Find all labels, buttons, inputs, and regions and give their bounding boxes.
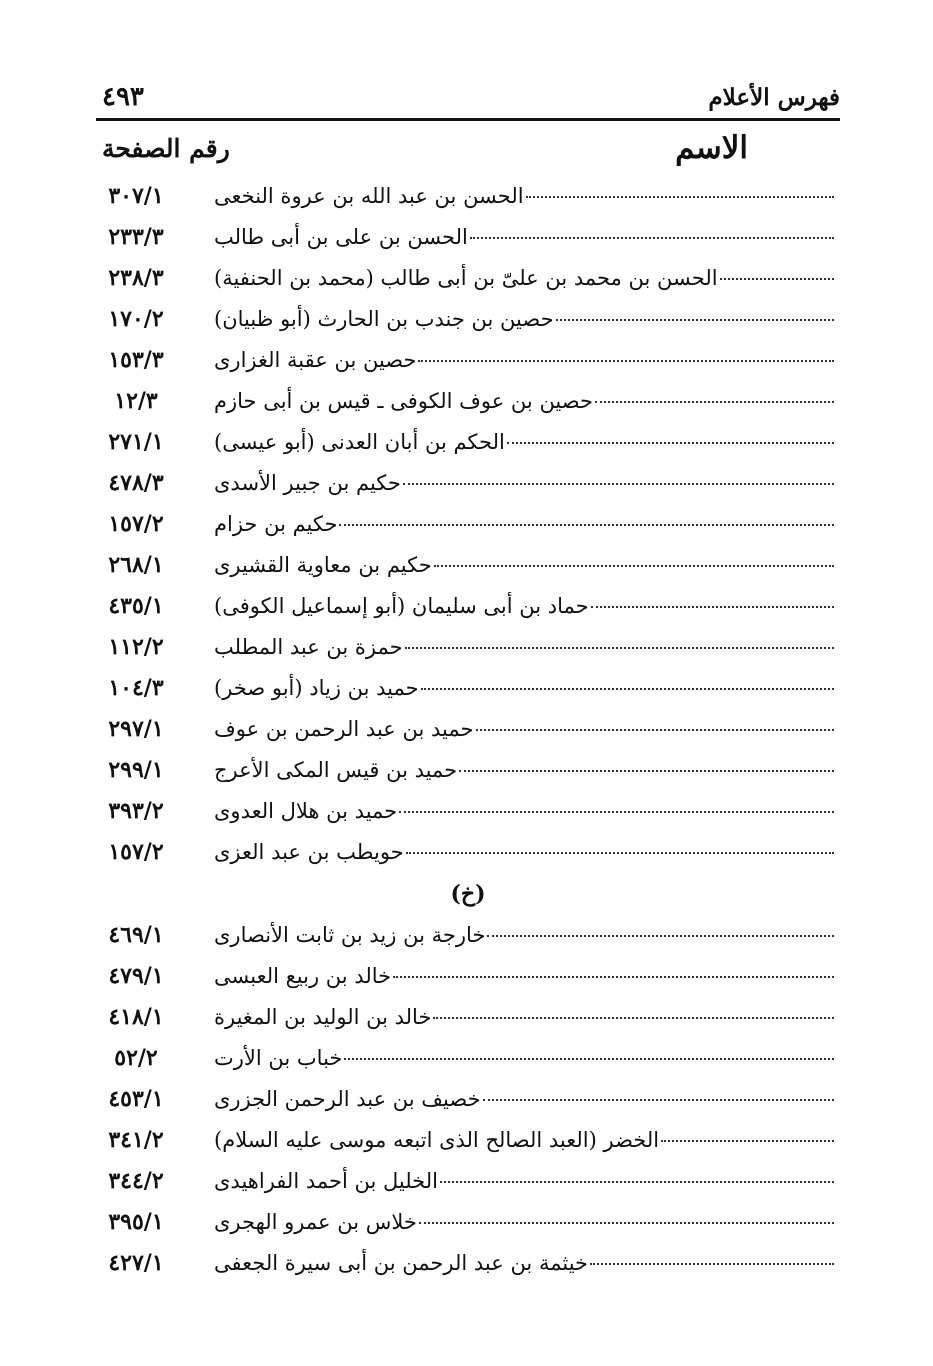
entry-page-ref: ٣٩٣/٢ [108, 798, 164, 824]
entry-page-ref: ٣٤٤/٢ [108, 1168, 164, 1194]
dot-leader [440, 1180, 834, 1183]
entry-name: خالد بن الوليد بن المغيرة [214, 1005, 432, 1029]
entry-name: حميد بن عبد الرحمن بن عوف [214, 717, 474, 741]
entry-name-wrap [214, 1087, 840, 1111]
running-title: فهرس الأعلام [708, 84, 840, 111]
entry-name-wrap [214, 348, 840, 372]
dot-leader [344, 1057, 834, 1060]
entry-name: الخليل بن أحمد الفراهيدى [214, 1169, 438, 1193]
entry-page-ref: ٢٦٨/١ [108, 552, 164, 578]
column-headers [96, 128, 840, 172]
entry-name-wrap [214, 1128, 840, 1152]
entry-name: الحسن بن عبد الله بن عروة النخعى [214, 184, 524, 208]
dot-leader [595, 400, 834, 403]
entry-name-wrap [214, 1046, 840, 1070]
entry-page-ref: ١١٢/٢ [108, 634, 164, 660]
dot-leader [339, 523, 834, 526]
entry-name-wrap [214, 184, 840, 208]
entry-name: حميد بن زياد (أبو صخر) [214, 676, 419, 700]
list-item [96, 260, 840, 301]
entry-name-wrap [214, 964, 840, 988]
entry-page-ref: ٤١٨/١ [108, 1004, 164, 1030]
dot-leader [483, 1098, 834, 1101]
entry-name-wrap [214, 512, 840, 536]
entry-name: حكيم بن معاوية القشيرى [214, 553, 432, 577]
entry-page-ref: ٥٢/٢ [114, 1045, 158, 1071]
entry-page-ref: ٤٧٩/١ [108, 963, 164, 989]
entry-name: خلاس بن عمرو الهجرى [214, 1210, 417, 1234]
dot-leader [526, 195, 834, 198]
entry-name: حصين بن عقبة الغزارى [214, 348, 417, 372]
dot-leader [591, 605, 834, 608]
entry-page-ref: ٢٣٨/٣ [108, 265, 164, 291]
section-letter: (خ) [450, 881, 486, 907]
name-column-header: الاسم [675, 130, 748, 166]
list-item [96, 629, 840, 670]
entry-name: الحكم بن أبان العدنى (أبو عيسى) [214, 430, 505, 454]
dot-leader [661, 1139, 834, 1142]
dot-leader [419, 1221, 834, 1224]
entry-name: خيثمة بن عبد الرحمن بن أبى سيرة الجعفى [214, 1251, 589, 1275]
index-list [96, 178, 840, 1286]
entry-page-ref: ١٥٧/٢ [108, 511, 164, 537]
entry-page-ref: ١٠٤/٣ [108, 675, 164, 701]
entry-name-wrap [214, 430, 840, 454]
entry-name: حميد بن قيس المكى الأعرج [214, 758, 458, 782]
page-column-header: رقم الصفحة [102, 134, 230, 163]
entry-name-wrap [214, 717, 840, 741]
entry-page-ref: ١٢/٣ [114, 388, 158, 414]
entry-name-wrap [214, 1210, 840, 1234]
list-item [96, 834, 840, 875]
entry-name: الحسن بن محمد بن علىّ بن أبى طالب (محمد بن الحنفية) [214, 266, 718, 290]
dot-leader [421, 687, 834, 690]
entry-page-ref: ١٥٧/٢ [108, 839, 164, 865]
dot-leader [487, 934, 834, 937]
entry-name: خباب بن الأرت [214, 1046, 343, 1070]
dot-leader [507, 441, 834, 444]
dot-leader [556, 318, 834, 321]
entry-name: خالد بن ربيع العبسى [214, 964, 392, 988]
entry-page-ref: ٤٢٧/١ [108, 1250, 164, 1276]
list-item [96, 588, 840, 629]
entry-page-ref: ١٧٠/٢ [108, 306, 164, 332]
entry-name: خارجة بن زيد بن ثابت الأنصارى [214, 923, 486, 947]
entry-page-ref: ٤٧٨/٣ [108, 470, 164, 496]
entry-page-ref: ٢٣٣/٣ [108, 224, 164, 250]
list-item [96, 1245, 840, 1286]
page-number: ٤٩٣ [102, 82, 144, 112]
dot-leader [590, 1262, 834, 1265]
entry-name-wrap [214, 758, 840, 782]
entry-page-ref: ٣٠٧/١ [108, 183, 164, 209]
entry-name-wrap [214, 225, 840, 249]
dot-leader [433, 1016, 834, 1019]
entry-name: الخضر (العبد الصالح الذى اتبعه موسى عليه السلام) [214, 1128, 660, 1152]
list-item [96, 383, 840, 424]
dot-leader [405, 646, 834, 649]
list-item [96, 1163, 840, 1204]
section-letter-heading [96, 875, 840, 917]
dot-leader [399, 810, 834, 813]
entry-name-wrap [214, 1005, 840, 1029]
entry-page-ref: ٣٤١/٢ [108, 1127, 164, 1153]
entry-name-wrap [214, 840, 840, 864]
dot-leader [434, 564, 834, 567]
list-item [96, 342, 840, 383]
list-item [96, 465, 840, 506]
entry-name: حكيم بن جبير الأسدى [214, 471, 401, 495]
list-item [96, 711, 840, 752]
entry-name-wrap [214, 676, 840, 700]
entry-name-wrap [214, 553, 840, 577]
entry-page-ref: ٣٩٥/١ [108, 1209, 164, 1235]
entry-name-wrap [214, 471, 840, 495]
entry-name: حويطب بن عبد العزى [214, 840, 404, 864]
list-item [96, 999, 840, 1040]
entry-name: الحسن بن على بن أبى طالب [214, 225, 468, 249]
entry-name: حكيم بن حزام [214, 512, 338, 536]
entry-name-wrap [214, 389, 840, 413]
entry-name: حصين بن عوف الكوفى ـ قيس بن أبى حازم [214, 389, 593, 413]
entry-name-wrap [214, 307, 840, 331]
entry-name: حميد بن هلال العدوى [214, 799, 398, 823]
list-item [96, 1122, 840, 1163]
entry-name-wrap [214, 1169, 840, 1193]
list-item [96, 219, 840, 260]
list-item [96, 1040, 840, 1081]
dot-leader [403, 482, 834, 485]
entry-page-ref: ٤٥٣/١ [108, 1086, 164, 1112]
entry-name: حماد بن أبى سليمان (أبو إسماعيل الكوفى) [214, 594, 589, 618]
list-item [96, 301, 840, 342]
dot-leader [476, 728, 835, 731]
entry-page-ref: ٢٩٧/١ [108, 716, 164, 742]
entry-name: حصين بن جندب بن الحارث (أبو ظبيان) [214, 307, 554, 331]
list-item [96, 752, 840, 793]
entry-name-wrap [214, 266, 840, 290]
list-item [96, 424, 840, 465]
entry-name-wrap [214, 799, 840, 823]
entry-name: خصيف بن عبد الرحمن الجزرى [214, 1087, 481, 1111]
list-item [96, 958, 840, 999]
entry-name-wrap [214, 923, 840, 947]
list-item [96, 670, 840, 711]
list-item [96, 1081, 840, 1122]
list-item [96, 793, 840, 834]
entry-page-ref: ٤٣٥/١ [108, 593, 164, 619]
list-item [96, 547, 840, 588]
dot-leader [459, 769, 834, 772]
page-header [96, 80, 840, 121]
entry-name-wrap [214, 594, 840, 618]
entry-page-ref: ٢٧١/١ [108, 429, 164, 455]
entry-page-ref: ٢٩٩/١ [108, 757, 164, 783]
dot-leader [406, 851, 834, 854]
entry-page-ref: ٤٦٩/١ [108, 922, 164, 948]
entry-name-wrap [214, 1251, 840, 1275]
list-item [96, 917, 840, 958]
entry-page-ref: ١٥٣/٣ [108, 347, 164, 373]
list-item [96, 506, 840, 547]
list-item [96, 178, 840, 219]
entry-name: حمزة بن عبد المطلب [214, 635, 403, 659]
dot-leader [720, 277, 834, 280]
dot-leader [470, 236, 834, 239]
dot-leader [418, 359, 834, 362]
list-item [96, 1204, 840, 1245]
dot-leader [393, 975, 834, 978]
entry-name-wrap [214, 635, 840, 659]
